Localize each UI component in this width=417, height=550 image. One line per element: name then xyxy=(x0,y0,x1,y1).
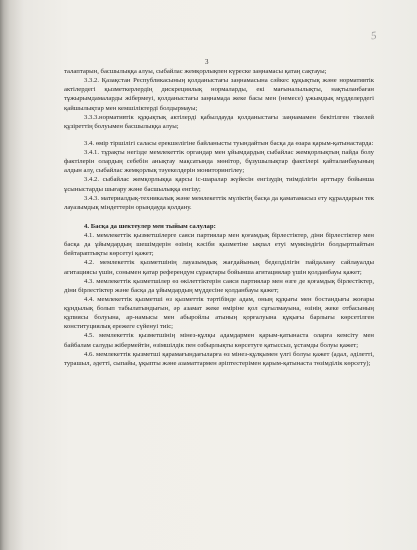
document-body xyxy=(64,67,374,368)
page-number: 3 xyxy=(205,58,209,66)
paragraph-4-4: 4.4. мемлекеттік қызметші өз қызметтік тәртібінде адам, оның құқығы мен бостандығы жоғары құндылық болып табылатындығын, әр азамат жеке өміріне қол сұғылмауына, өзінің жеке отбасының құпиясы болуына, ар-намысы мен абыройлы атының қорғалуына құқығы барлығы көрсетілген конституциялық ережеге сүйенуі тиіс; xyxy=(64,295,374,331)
paragraph-3-3-3: 3.3.3.нормативтік құқықтық актілерді қабылдауда қолданыстағы заңнамамен бекітілген тікелей құзіреттің болуымен басшылыққа алуы; xyxy=(64,113,374,130)
paragraph-3-4-1: 3.4.1. тұрақты негізде мемлекеттік органдар мен ұйымдардың сыбайлас жемқорлықтың пайда болу фактілерін олардың себебін анықтау мақсатында мөнітор, бұзушылықтар фактілері қайталанбауының алдын алу, сыбайлас жемқорлық тәуекелдерін мониторингілеу; xyxy=(64,149,374,175)
paragraph-3-4-3: 3.4.3. материалдық-техникалық және мемлекеттік мүліктің басқа да қаматамасыз ету құралдарын тек лауазымдық міндеттерін орындауда қолдану. xyxy=(64,194,374,211)
paragraph-4-3: 4.3. мемлекеттік қызметшілер өз өкілеттіктерін саяси партиялар мен өзге де қоғамдық бірлестіктер, діни бірлестіктер және басқа да ұйымдардың мүддесіне қолданбауы қажет; xyxy=(64,277,374,294)
paragraph-4-6: 4.6. мемлекеттік қызметші қарамағындағыларға өз мінез-құлқымен үлгі болуы қажет (адал, әділетті, турашыл, әдетті, сыпайы, ұқыпты және азаматтармен әріптестерімен қарым-қатынаста төзімділік көрсету); xyxy=(64,350,374,367)
paragraph-3-4-2: 3.4.2. сыбайлас жемқорлыққа қарсы іс-шаралар жүйесін енгізудің тиімділігін арттыру бойынша ұсыныстарды шығару және басшылыққа енгізу; xyxy=(64,176,374,193)
paragraph-4-5: 4.5. мемлекеттік қызметшінің мінез-құлқы адамдармен қарым-қатынаста оларға кемсіту мен байбалам салуды жібермейтін, өзімшілдік пен озбырлықты көрсетуге қатыссыз, ұстамды болуы қажет; xyxy=(64,332,374,349)
paragraph-3-3-1-continuation: талаптарын, басшылыққа алуы, сыбайлас жемқорлықпен күреске заңнамасы қатаң сақтауы; xyxy=(64,68,327,75)
paragraph-3-4: 3.4. өмір тіршілігі саласы ерекшелігіне байланысты туындайтын басқа да өзара қарым-қатынастарда: xyxy=(84,139,374,147)
corner-page-mark: 5 xyxy=(370,29,378,43)
paragraph-3-3-2: 3.3.2. Қазақстан Республикасының қолданыстағы заңнамасына сәйкес құқықтық және нормативтік актілердегі қызметкерлердің дискрециялық нормаларды, екі мағыналылықты, нақтыланбаған тұжырымдамаларды жібермеуі, қолданыстағы заңнамада жеке басы мен (немесе) ұжымдық мүдделердегі қайшылықтар мен кемшіліктерді болдырмауы; xyxy=(64,77,374,112)
paragraph-4-1: 4.1. мемлекеттік қызметшілерге саяси партиялар мен қоғамдық бірлестіктер, діни бірлестіктер мен басқа да ұйымдардың шешімдерін өзінің кәсіби қызметіне ықпал етуі мүмкіндігін болдыртпайтын бейтараптықты көрсетуі қажет; xyxy=(64,232,374,258)
paragraph-4-2: 4.2. мемлекеттік қызметшінің лауазымдық жағдайының беделділігін пайдалану сайлауалды агитациясы үшін, сонымен қатар референдум сұрақтары бойынша агитациялар үшін қолданбауы қажет; xyxy=(64,259,374,276)
section-4-heading: 4. Басқа да шектеулер мен тыйым салулар: xyxy=(84,222,216,230)
